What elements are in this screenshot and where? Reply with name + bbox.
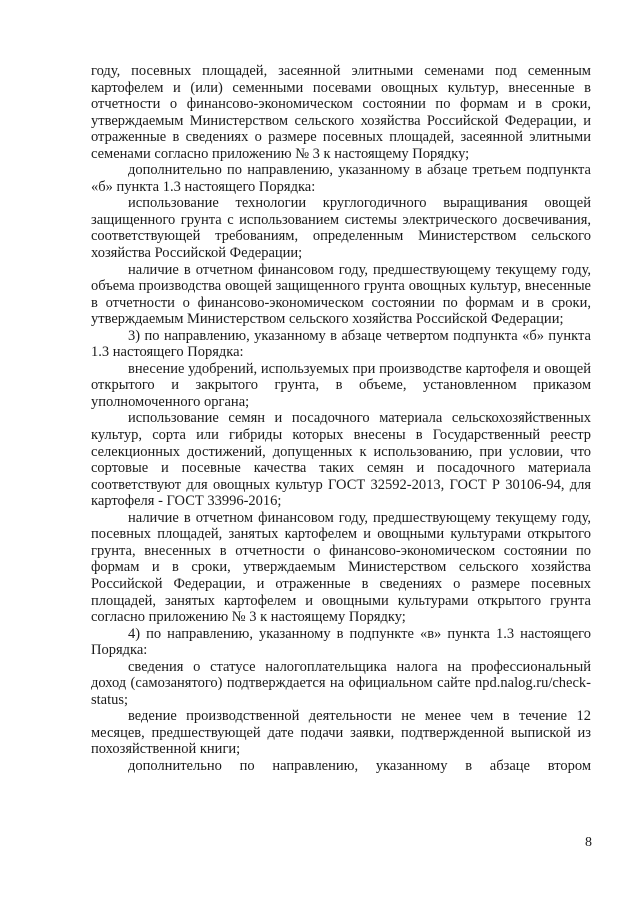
paragraph: наличие в отчетном финансовом году, предшествующему текущему году, объема производства овощей защищенного грунта овощных культур, внесенные в отчетности о финансово-экономическом состоянии по формам и в сроки, утверждаемым Министерством сельского хозяйства Российской Федерации; <box>91 261 591 328</box>
paragraph-continued: году, посевных площадей, засеянной элитными семенами под семенным картофелем и (или) семенными посевами овощных культур, внесенные в отчетности о финансово-экономическом состоянии по формам и в сроки, утверждаемым Министерством сельского хозяйства Российской Федерации, и отраженные в сведениях о размере посевных площадей, засеянной элитными семенами согласно приложению № 3 к настоящему Порядку; <box>91 63 591 162</box>
paragraph: использование семян и посадочного материала сельскохозяйственных культур, сорта или гибриды которых внесены в Государственный реестр селекционных достижений, допущенных к использованию, при условии, что сортовые и посевные качества таких семян и посадочного материала соответствуют для овощных культур ГОСТ 32592-2013, ГОСТ Р 30106-94, для картофеля - ГОСТ 33996-2016; <box>91 410 591 510</box>
paragraph: 4) по направлению, указанному в подпункте «в» пункта 1.3 настоящего Порядка: <box>91 625 591 659</box>
paragraph: внесение удобрений, используемых при производстве картофеля и овощей открытого и закрытого грунта, в объеме, установленном приказом уполномоченного органа; <box>91 360 591 410</box>
paragraph: ведение производственной деятельности не менее чем в течение 12 месяцев, предшествующей дате подачи заявки, подтвержденной выпиской из похозяйственной книги; <box>91 708 591 758</box>
paragraph: дополнительно по направлению, указанному в абзаце третьем подпункта «б» пункта 1.3 настоящего Порядка: <box>91 162 591 195</box>
page-number: 8 <box>585 835 592 850</box>
paragraph: 3) по направлению, указанному в абзаце четвертом подпункта «б» пункта 1.3 настоящего Порядка: <box>91 327 591 361</box>
document-body <box>91 63 591 775</box>
paragraph: дополнительно по направлению, указанному в абзаце втором <box>128 757 591 774</box>
paragraph: использование технологии круглогодичного выращивания овощей защищенного грунта с использованием системы электрического досвечивания, соответствующей требованиям, определенным Министерством сельского хозяйства Российской Федерации; <box>91 195 591 262</box>
paragraph: наличие в отчетном финансовом году, предшествующему текущему году, посевных площадей, занятых картофелем и овощными культурами открытого грунта, внесенных в отчетности о финансово-экономическом состоянии по формам и в сроки, утверждаемым Министерством сельского хозяйства Российской Федерации, и отраженные в сведениях о размере посевных площадей, занятых картофелем и овощными культурами открытого грунта согласно приложению № 3 к настоящему Порядку; <box>91 509 591 626</box>
paragraph: сведения о статусе налогоплательщика налога на профессиональный доход (самозанятого) подтверждается на официальном сайте npd.nalog.ru/check-status; <box>91 658 591 708</box>
